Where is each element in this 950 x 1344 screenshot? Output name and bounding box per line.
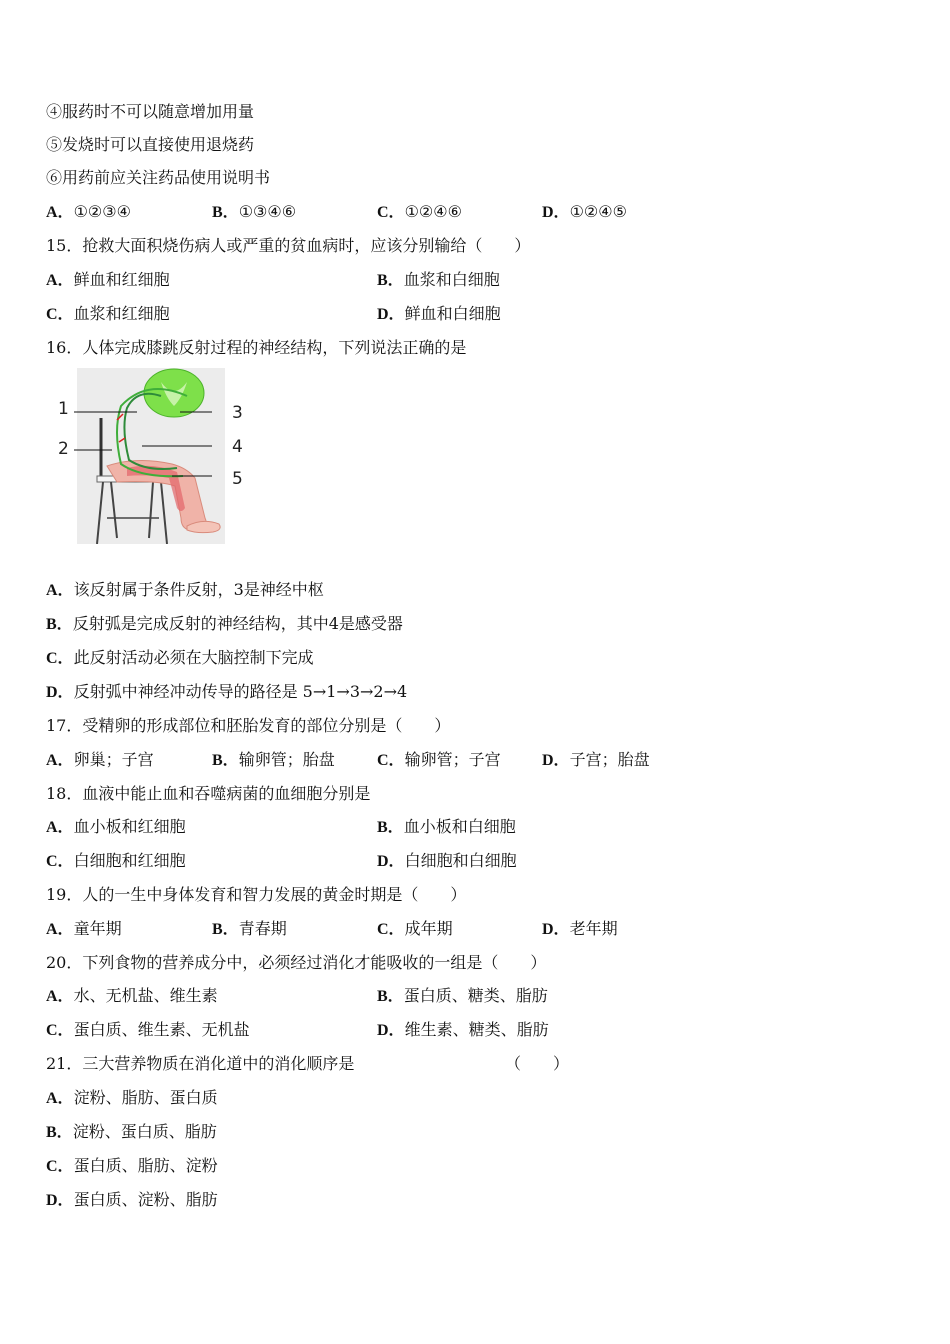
q17-option-b: B．输卵管；胎盘 xyxy=(212,750,335,769)
q14-option-c: C．①②④⑥ xyxy=(377,202,462,221)
q21-option-c: C．蛋白质、脂肪、淀粉 xyxy=(46,1156,218,1175)
figure-label-5: 5 xyxy=(232,469,243,489)
q20-option-d: D．维生素、糖类、脂肪 xyxy=(377,1020,549,1039)
q16-option-a: A．该反射属于条件反射，3是神经中枢 xyxy=(46,580,324,599)
q21-stem: 21．三大营养物质在消化道中的消化顺序是 xyxy=(46,1054,355,1073)
q17-stem: 17．受精卵的形成部位和胚胎发育的部位分别是（ ） xyxy=(46,716,451,735)
q19-option-b: B．青春期 xyxy=(212,919,287,938)
statement-5: ⑤发烧时可以直接使用退烧药 xyxy=(46,135,255,154)
q14-option-b: B．①③④⑥ xyxy=(212,202,297,221)
q18-stem: 18．血液中能止血和吞噬病菌的血细胞分别是 xyxy=(46,784,371,803)
q17-option-a: A．卵巢；子宫 xyxy=(46,750,154,769)
q20-stem: 20．下列食物的营养成分中，必须经过消化才能吸收的一组是（ ） xyxy=(46,953,547,972)
q14-option-d: D．①②④⑤ xyxy=(542,202,627,221)
q16-option-b: B．反射弧是完成反射的神经结构，其中4是感受器 xyxy=(46,614,403,633)
q16-option-d: D．反射弧中神经冲动传导的路径是 5→1→3→2→4 xyxy=(46,682,408,701)
q15-stem: 15．抢救大面积烧伤病人或严重的贫血病时，应该分别输给（ ） xyxy=(46,236,531,255)
q20-option-a: A．水、无机盐、维生素 xyxy=(46,986,218,1005)
knee-jerk-reflex-figure xyxy=(52,366,252,548)
figure-label-1: 1 xyxy=(58,399,69,419)
q18-option-c: C．白细胞和红细胞 xyxy=(46,851,186,870)
statement-6: ⑥用药前应关注药品使用说明书 xyxy=(46,168,271,187)
q21-option-b: B．淀粉、蛋白质、脂肪 xyxy=(46,1122,217,1141)
statement-4: ④服药时不可以随意增加用量 xyxy=(46,102,255,121)
q21-option-a: A．淀粉、脂肪、蛋白质 xyxy=(46,1088,218,1107)
q18-option-d: D．白细胞和白细胞 xyxy=(377,851,517,870)
q15-option-c: C．血浆和红细胞 xyxy=(46,304,170,323)
q18-option-b: B．血小板和白细胞 xyxy=(377,817,516,836)
q15-option-a: A．鲜血和红细胞 xyxy=(46,270,170,289)
q20-option-c: C．蛋白质、维生素、无机盐 xyxy=(46,1020,250,1039)
q19-option-c: C．成年期 xyxy=(377,919,453,938)
q16-option-c: C．此反射活动必须在大脑控制下完成 xyxy=(46,648,314,667)
q18-option-a: A．血小板和红细胞 xyxy=(46,817,186,836)
q19-option-d: D．老年期 xyxy=(542,919,618,938)
q21-option-d: D．蛋白质、淀粉、脂肪 xyxy=(46,1190,218,1209)
q16-stem: 16．人体完成膝跳反射过程的神经结构，下列说法正确的是 xyxy=(46,338,467,357)
q19-stem: 19．人的一生中身体发育和智力发展的黄金时期是（ ） xyxy=(46,885,467,904)
figure-label-2: 2 xyxy=(58,439,69,459)
q14-option-a: A．①②③④ xyxy=(46,202,131,221)
q17-option-d: D．子宫；胎盘 xyxy=(542,750,650,769)
q15-option-b: B．血浆和白细胞 xyxy=(377,270,500,289)
figure-label-4: 4 xyxy=(232,437,243,457)
q21-answer-blank: （ ） xyxy=(505,1054,570,1073)
q17-option-c: C．输卵管；子宫 xyxy=(377,750,501,769)
q20-option-b: B．蛋白质、糖类、脂肪 xyxy=(377,986,548,1005)
q19-option-a: A．童年期 xyxy=(46,919,122,938)
q15-option-d: D．鲜血和白细胞 xyxy=(377,304,501,323)
figure-label-3: 3 xyxy=(232,403,243,423)
